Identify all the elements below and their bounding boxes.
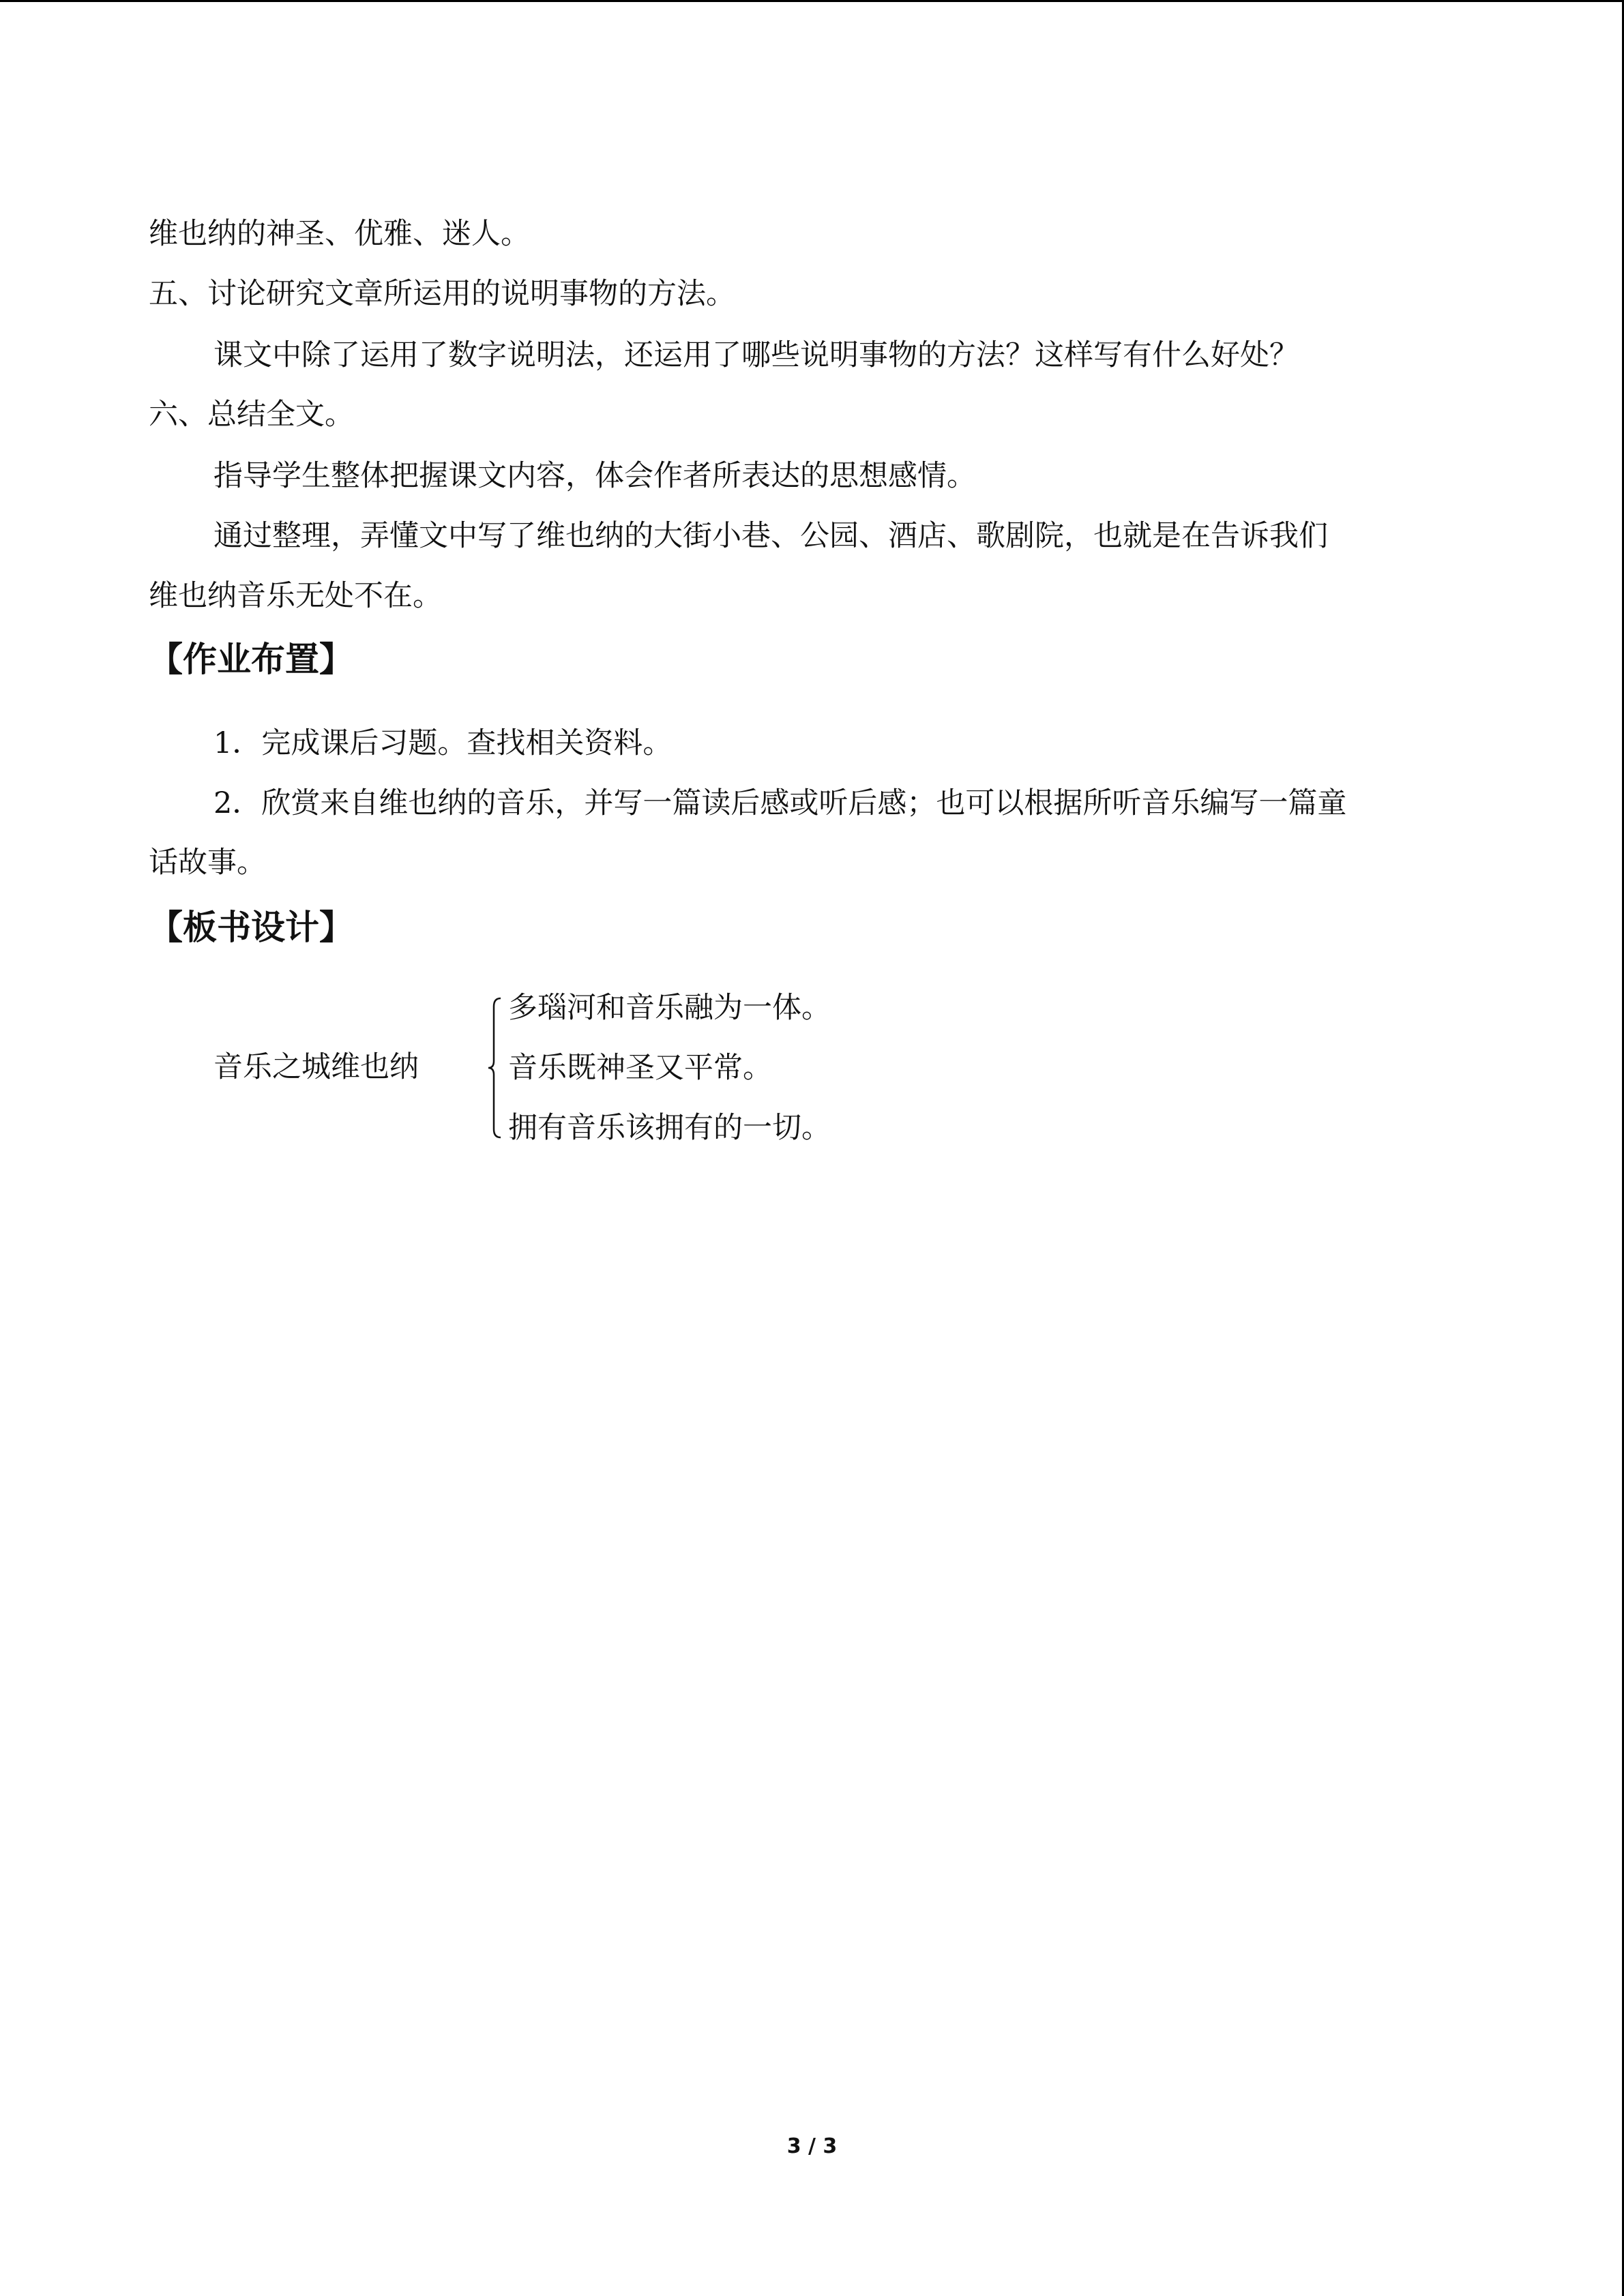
board-design-item: 多瑙河和音乐融为一体。	[508, 991, 831, 1025]
page-border-top	[0, 0, 1624, 2]
body-line: 课文中除了运用了数字说明法，还运用了哪些说明事物的方法？这样写有什么好处？	[213, 338, 1299, 372]
body-line: 指导学生整体把握课文内容，体会作者所表达的思想感情。	[213, 459, 976, 493]
homework-item-continuation: 话故事。	[149, 846, 266, 880]
board-design-item: 拥有音乐该拥有的一切。	[508, 1111, 831, 1145]
body-line: 通过整理，弄懂文中写了维也纳的大街小巷、公园、酒店、歌剧院，也就是在告诉我们	[213, 519, 1328, 553]
body-line: 维也纳音乐无处不在。	[149, 579, 442, 613]
board-design-heading: 【板书设计】	[149, 908, 353, 947]
homework-item: 1．完成课后习题。查找相关资料。	[213, 726, 673, 760]
section-six-heading: 六、总结全文。	[149, 398, 354, 432]
left-brace-icon	[487, 996, 503, 1140]
board-design-title: 音乐之城维也纳	[213, 1050, 419, 1084]
board-design-item: 音乐既神圣又平常。	[508, 1051, 772, 1085]
homework-heading: 【作业布置】	[149, 640, 353, 679]
page-number: 3 / 3	[786, 2134, 838, 2158]
section-five-heading: 五、讨论研究文章所运用的说明事物的方法。	[149, 277, 735, 311]
homework-item: 2．欣赏来自维也纳的音乐，并写一篇读后感或听后感；也可以根据所听音乐编写一篇童	[213, 786, 1347, 820]
body-line: 维也纳的神圣、优雅、迷人。	[149, 217, 530, 251]
